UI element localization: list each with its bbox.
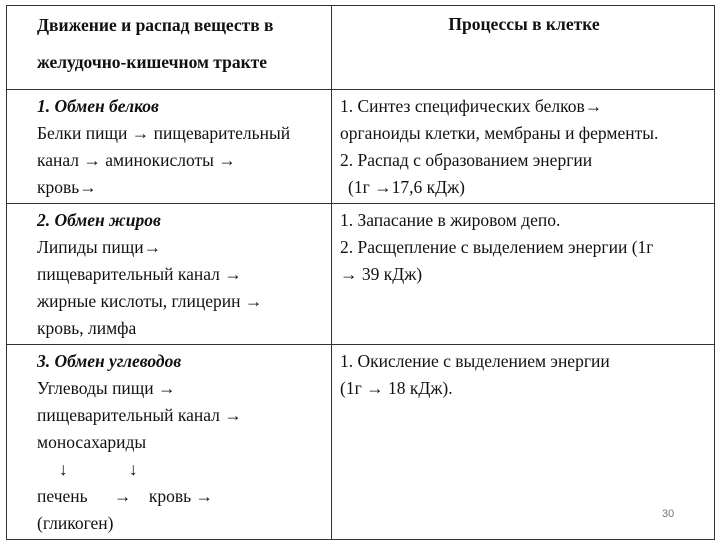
fats-right-cell: [332, 204, 715, 345]
fats-right-line: → 39 кДж): [340, 264, 423, 284]
header-left-cell: [7, 6, 332, 90]
table-row-carbohydrates: [7, 345, 715, 540]
carbs-right-line: 1. Окисление с выделением энергии: [340, 351, 610, 371]
metabolism-table: [6, 5, 715, 540]
carbs-right-line: (1г → 18 кДж).: [340, 378, 453, 398]
proteins-right-cell: [332, 90, 715, 204]
header-right-cell: [332, 6, 715, 90]
carbs-left-line: Углеводы пищи →: [37, 378, 176, 398]
table-header-row: [7, 6, 715, 90]
proteins-right-line: 2. Распад с образованием энергии: [340, 150, 593, 170]
carbs-left-line: пищеварительный канал →: [37, 405, 242, 425]
proteins-left-cell: [7, 90, 332, 204]
carbs-title: 3. Обмен углеводов: [37, 351, 182, 371]
proteins-right-line: 1. Синтез специфических белков→: [340, 96, 603, 116]
carbs-right-cell: [332, 345, 715, 540]
proteins-title: 1. Обмен белков: [37, 96, 159, 116]
header-right-title: Процессы в клетке: [448, 14, 600, 34]
fats-left-line: кровь, лимфа: [37, 318, 137, 338]
page-number: 30: [662, 508, 675, 520]
proteins-left-line: канал → аминокислоты →: [37, 150, 236, 170]
fats-title: 2. Обмен жиров: [37, 210, 161, 230]
carbs-left-line: моносахариды: [37, 432, 147, 452]
carbs-left-line: печень → кровь →: [37, 486, 213, 506]
proteins-left-line: кровь→: [37, 177, 97, 197]
header-left-line1: Движение и распад веществ в: [37, 15, 274, 35]
table-row-proteins: [7, 90, 715, 204]
carbs-left-line: (гликоген): [37, 513, 114, 533]
fats-left-line: Липиды пищи→: [37, 237, 162, 257]
fats-left-cell: [7, 204, 332, 345]
proteins-right-line: (1г →17,6 кДж): [348, 177, 465, 197]
header-left-line2: желудочно-кишечном тракте: [37, 52, 268, 72]
fats-left-line: пищеварительный канал →: [37, 264, 242, 284]
table-row-fats: [7, 204, 715, 345]
down-arrows: ↓ ↓: [37, 459, 138, 479]
carbs-left-cell: [7, 345, 332, 540]
fats-left-line: жирные кислоты, глицерин →: [37, 291, 263, 311]
proteins-right-line: органоиды клетки, мембраны и ферменты.: [340, 123, 659, 143]
fats-right-line: 1. Запасание в жировом депо.: [340, 210, 561, 230]
proteins-left-line: Белки пищи → пищеварительный: [37, 123, 291, 143]
fats-right-line: 2. Расщепление с выделением энергии (1г: [340, 237, 654, 257]
